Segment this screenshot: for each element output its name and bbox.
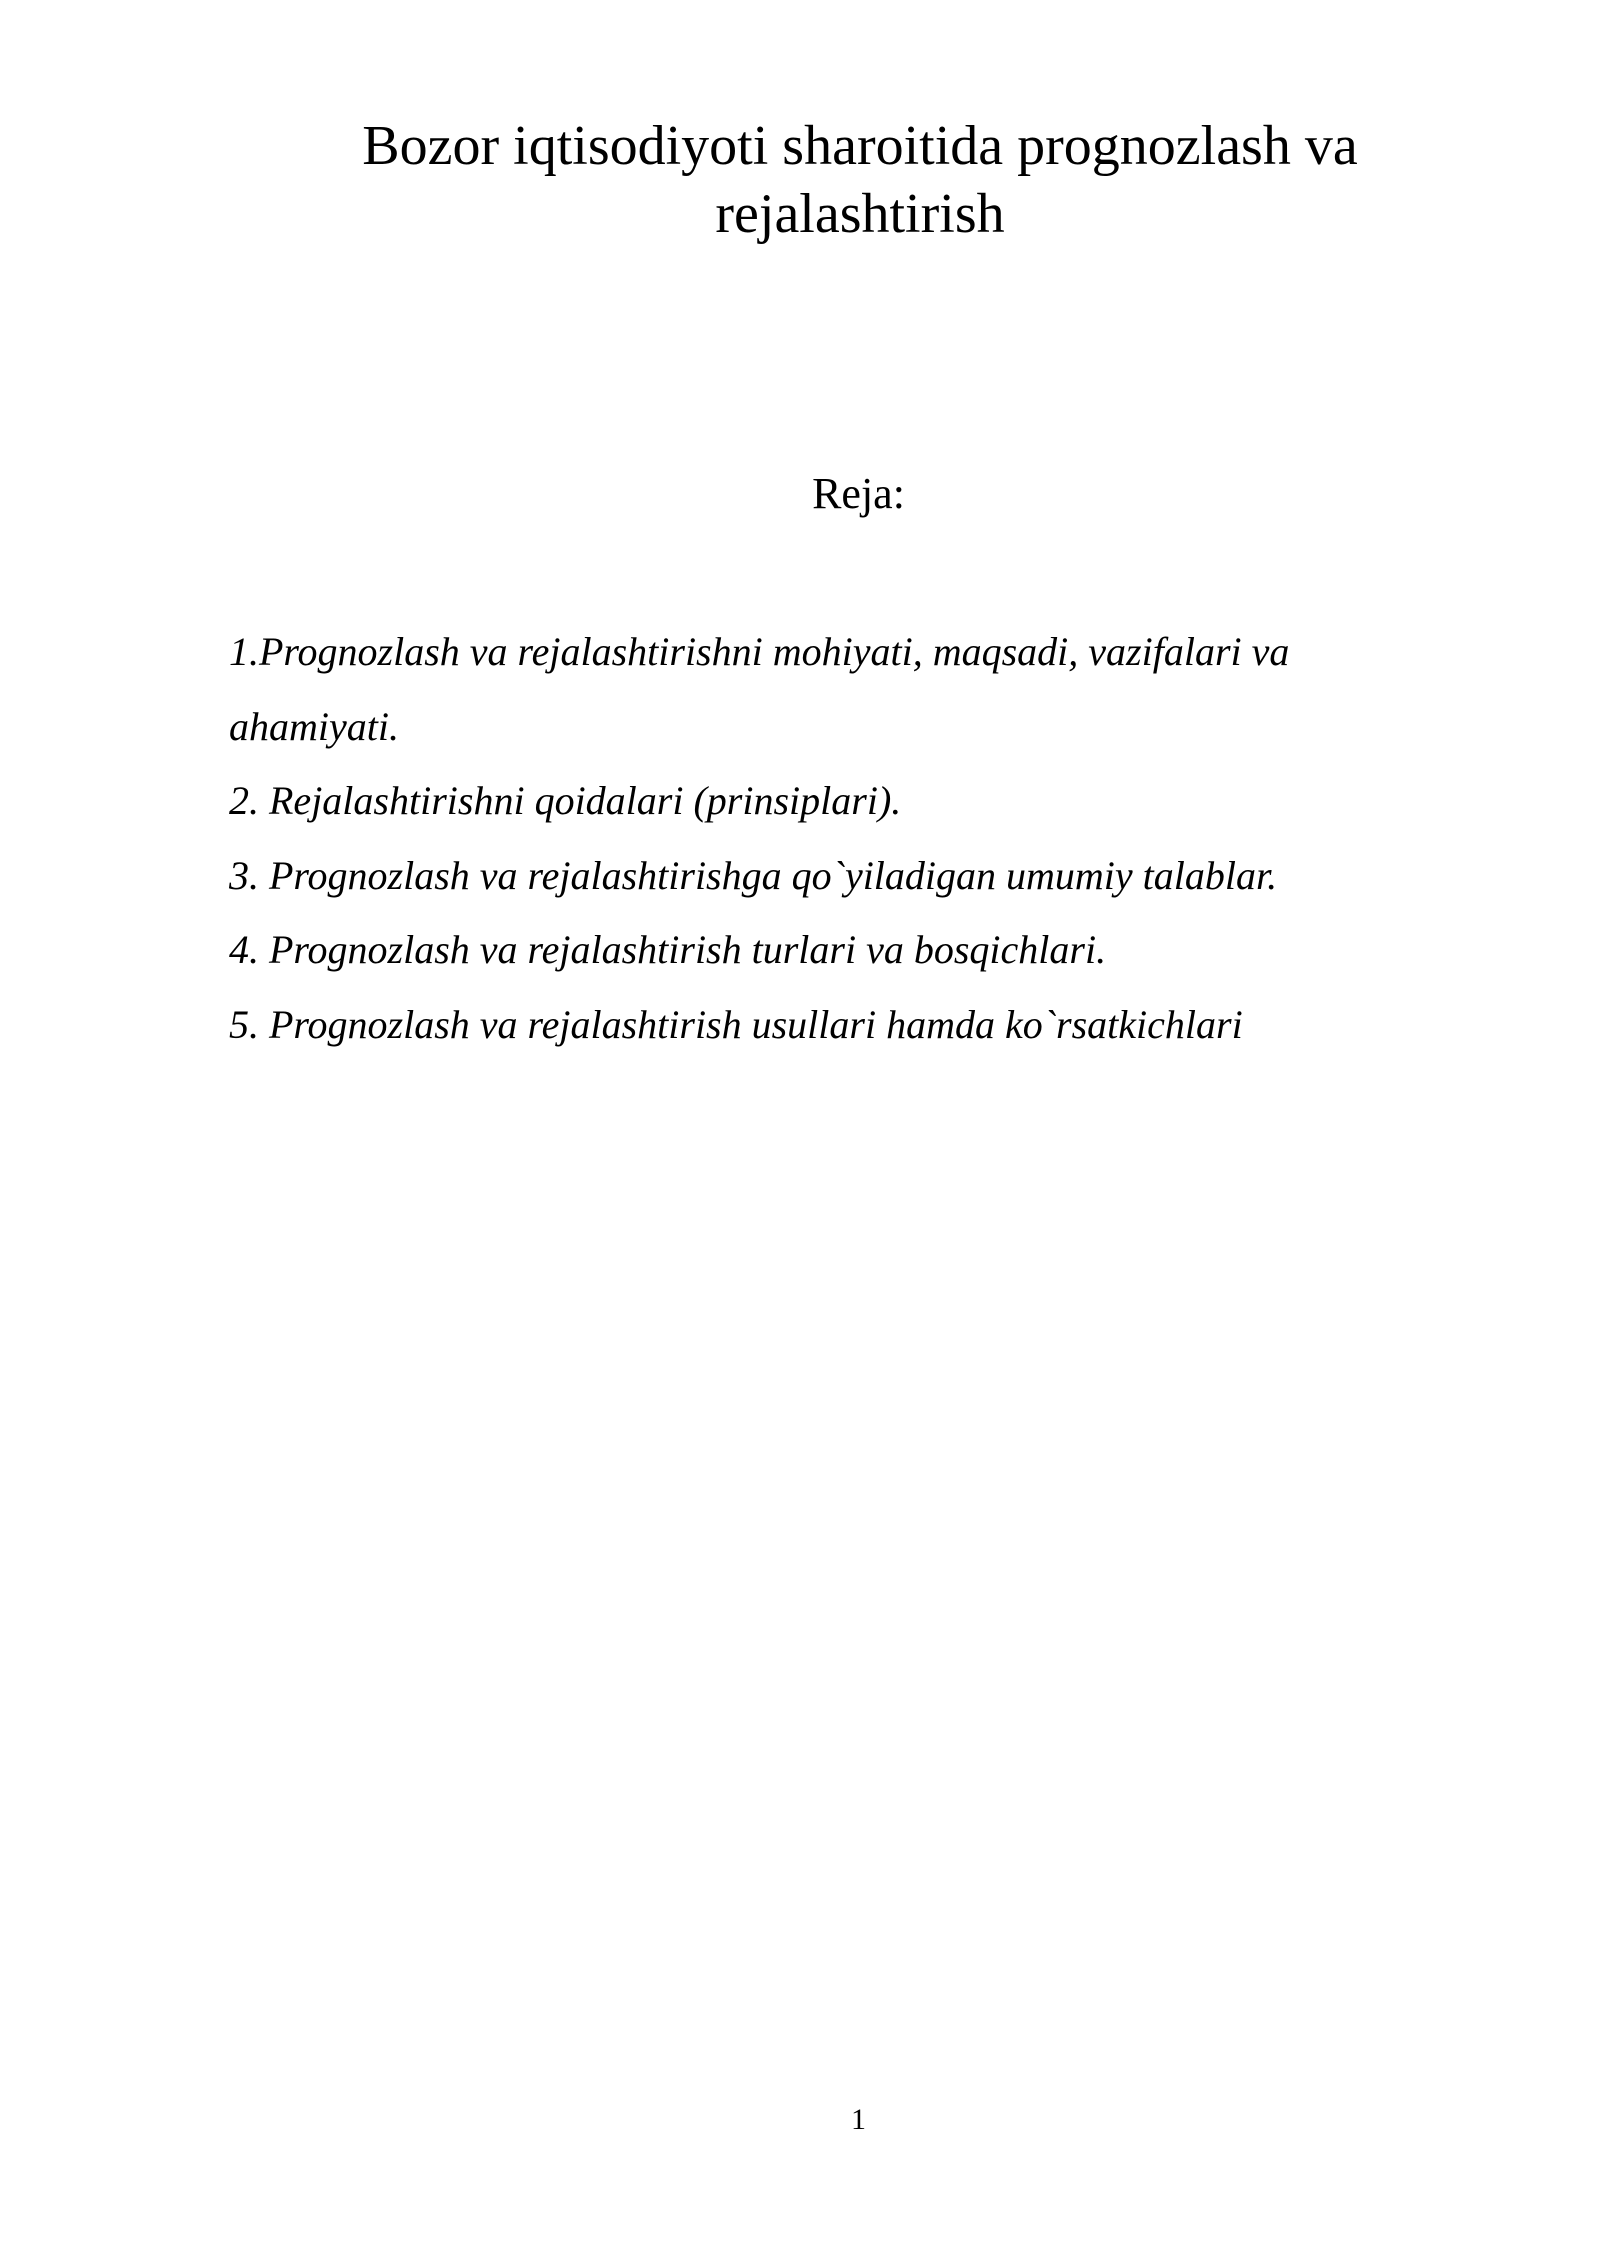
plan-item-4: 4. Prognozlash va rejalashtirish turlari va bosqichlari. (229, 927, 1107, 972)
plan-item-1: 1.Prognozlash va rejalashtirishni mohiyati, maqsadi, vazifalari va ahamiyati. (229, 629, 1290, 749)
plan-item-2: 2. Rejalashtirishni qoidalari (prinsiplari). (229, 778, 902, 823)
plan-item-5: 5. Prognozlash va rejalashtirish usullari hamda ko`rsatkichlari (229, 1001, 1243, 1047)
page-number: 1 (851, 2103, 866, 2136)
plan-heading: Reja: (812, 469, 905, 518)
plan-item-3: 3. Prognozlash va rejalashtirishga qo`yiladigan umumiy talablar. (229, 852, 1278, 898)
document-title: Bozor iqtisodiyoti sharoitida prognozlash va rejalashtirish (362, 115, 1358, 245)
plan-list (229, 615, 1429, 1062)
